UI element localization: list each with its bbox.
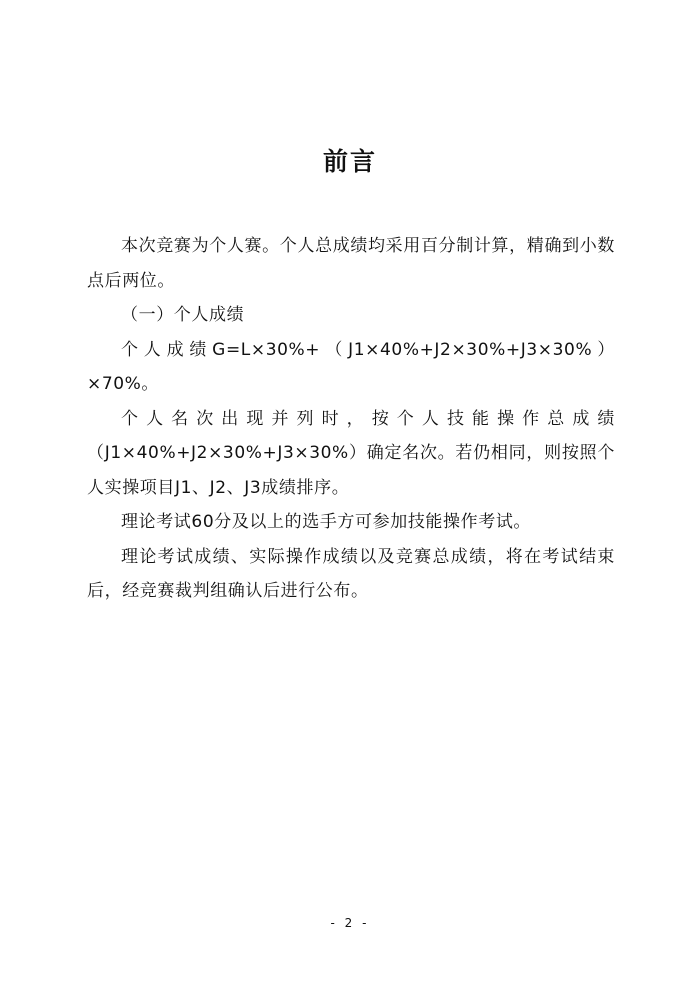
section-heading-individual-score: （一）个人成绩: [121, 305, 245, 325]
page-title: 前言: [322, 147, 377, 176]
paragraph-theory-threshold: 理论考试60分及以上的选手方可参加技能操作考试。: [121, 512, 532, 532]
page-number: - 2 -: [330, 916, 370, 930]
document-body: [87, 229, 615, 609]
paragraph-intro: 本次竞赛为个人赛。个人总成绩均采用百分制计算，精确到小数点后两位。: [87, 236, 615, 291]
paragraph-tie-rule: 个人名次出现并列时，按个人技能操作总成绩（J1×40%+J2×30%+J3×30%）确定名次。若仍相同，则按照个人实操项目J1、J2、J3成绩排序。: [87, 408, 615, 498]
paragraph-score-formula: 个人成绩G=L×30%+（J1×40%+J2×30%+J3×30%）×70%。: [87, 339, 615, 394]
paragraph-results-publication: 理论考试成绩、实际操作成绩以及竞赛总成绩，将在考试结束后，经竞赛裁判组确认后进行公布。: [87, 546, 615, 601]
